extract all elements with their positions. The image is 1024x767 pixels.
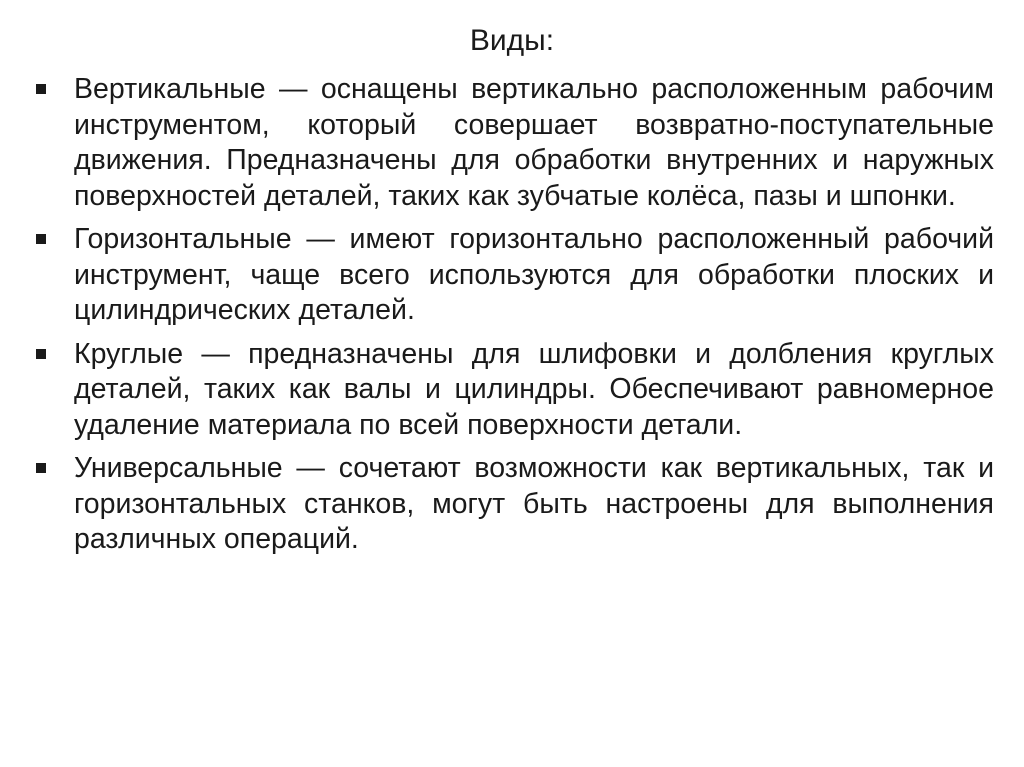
bullet-list bbox=[34, 72, 994, 566]
slide-heading: Виды: bbox=[469, 24, 555, 57]
bullet-item-horizontal bbox=[34, 222, 994, 329]
square-bullet-icon bbox=[36, 349, 46, 359]
bullet-item-universal bbox=[34, 451, 994, 558]
bullet-text: Вертикальные — оснащены вертикально расположенным рабочим инструментом, который совершает возвратно-поступательные движения. Предназначены для обработки внутренних и наружных поверхностей деталей, таких как зубчатые колёса, пазы и шпонки. bbox=[74, 73, 994, 212]
square-bullet-icon bbox=[36, 234, 46, 244]
bullet-text: Горизонтальные — имеют горизонтально расположенный рабочий инструмент, чаще всего используются для обработки плоских и цилиндрических деталей. bbox=[74, 223, 994, 326]
bullet-item-round bbox=[34, 337, 994, 444]
square-bullet-icon bbox=[36, 84, 46, 94]
bullet-text: Круглые — предназначены для шлифовки и долбления круглых деталей, таких как валы и цилиндры. Обеспечивают равномерное удаление материала по всей поверхности детали. bbox=[74, 337, 994, 441]
square-bullet-icon bbox=[36, 463, 46, 473]
bullet-text: Универсальные — сочетают возможности как вертикальных, так и горизонтальных станков, могут быть настроены для выполнения различных операций. bbox=[74, 452, 994, 555]
bullet-item-vertical bbox=[34, 72, 994, 214]
